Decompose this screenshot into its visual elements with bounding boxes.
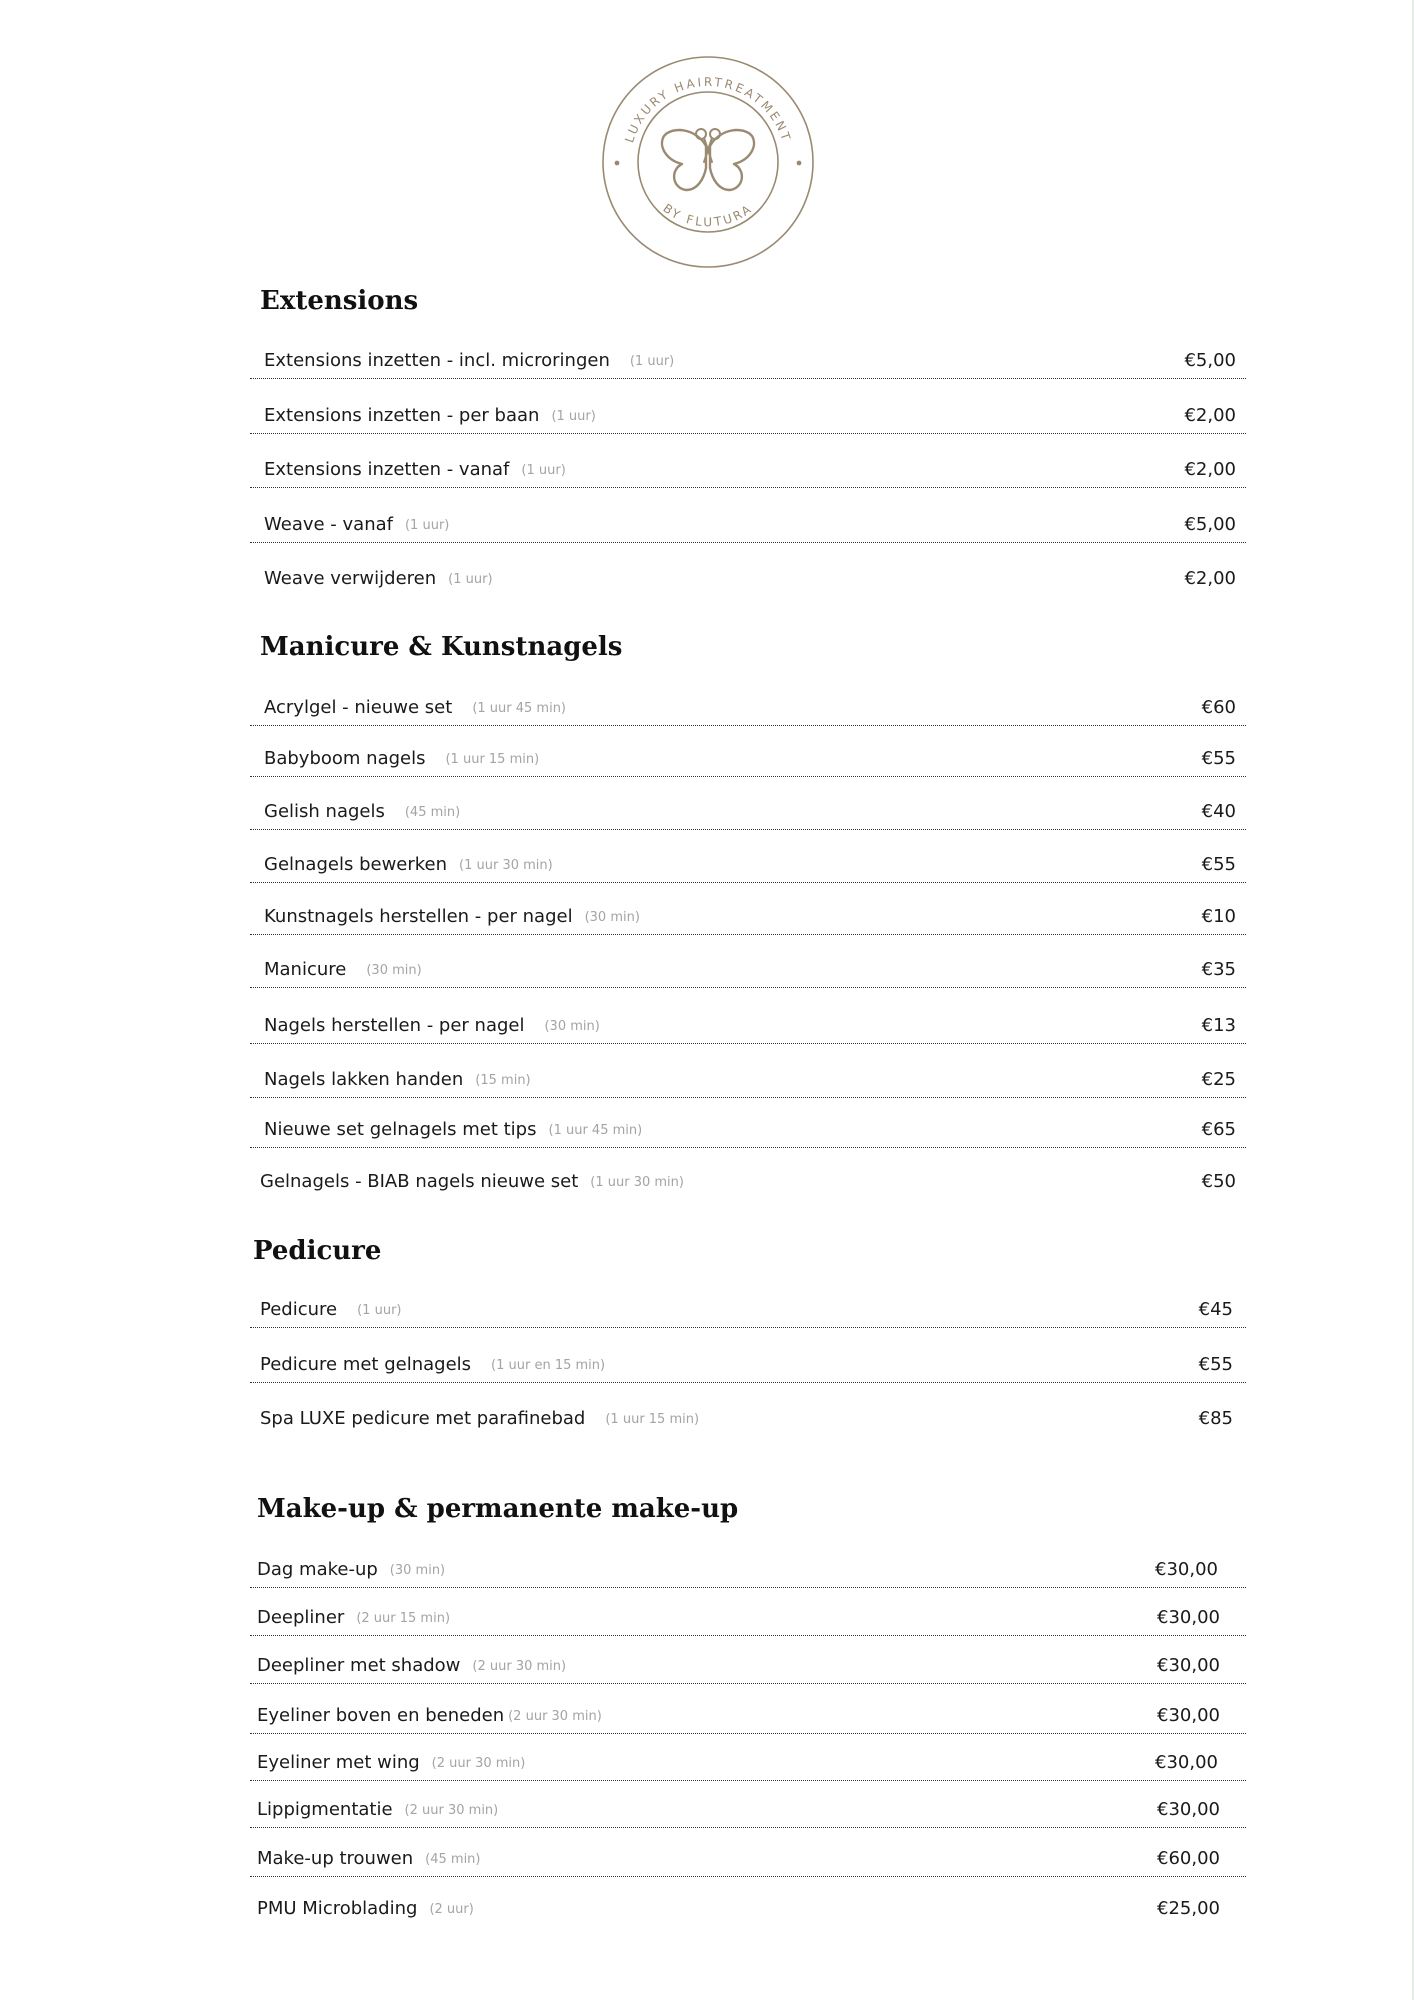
service-row [250, 1297, 1246, 1328]
svg-text:LUXURY HAIRTREATMENT [622, 75, 794, 144]
service-price: €30,00 [1157, 1799, 1220, 1820]
service-duration: (1 uur) [404, 518, 450, 533]
service-row [250, 1169, 1246, 1199]
service-name-cell [260, 1408, 699, 1429]
butterfly-scissors-icon [662, 129, 754, 190]
service-duration: (1 uur 30 min) [590, 1175, 684, 1190]
service-name-cell [257, 1655, 566, 1676]
service-duration: (45 min) [404, 805, 461, 820]
svg-text:BY FLUTURA [660, 201, 755, 229]
service-row [250, 457, 1246, 488]
service-row [250, 957, 1246, 988]
service-duration: (2 uur 30 min) [404, 1803, 499, 1818]
service-name-cell [264, 514, 449, 535]
service-duration: (1 uur 45 min) [472, 701, 567, 716]
section-title-make-up: Make-up & permanente make-up [257, 1494, 739, 1524]
service-price: €13 [1201, 1015, 1236, 1036]
service-name: Deepliner [257, 1607, 345, 1628]
service-duration: (30 min) [366, 963, 422, 978]
service-duration: (30 min) [544, 1019, 600, 1034]
service-duration: (2 uur 30 min) [508, 1709, 602, 1724]
service-row [250, 1557, 1246, 1588]
service-price: €55 [1201, 854, 1236, 875]
service-price: €45 [1198, 1299, 1233, 1320]
service-duration: (1 uur 45 min) [548, 1123, 643, 1138]
service-name-cell [264, 405, 596, 426]
logo-dot-left [615, 161, 620, 166]
service-price: €30,00 [1157, 1655, 1220, 1676]
service-name: Deepliner met shadow [257, 1655, 461, 1676]
service-price: €25,00 [1157, 1898, 1220, 1919]
service-name: Lippigmentatie [257, 1799, 393, 1820]
service-name-cell [260, 1354, 605, 1375]
service-name-cell [260, 1299, 401, 1320]
service-name: Weave verwijderen [264, 568, 437, 589]
service-row [250, 1896, 1246, 1926]
service-name-cell [257, 1898, 474, 1919]
service-name-cell [257, 1559, 445, 1580]
service-price: €2,00 [1184, 405, 1236, 426]
service-name: Kunstnagels herstellen - per nagel [264, 906, 573, 927]
service-price: €5,00 [1184, 514, 1236, 535]
service-name-cell [264, 854, 553, 875]
service-price: €10 [1201, 906, 1236, 927]
logo-dot-right [797, 161, 802, 166]
service-row [250, 1750, 1246, 1781]
service-name-cell [264, 350, 674, 371]
service-row [250, 695, 1246, 726]
service-name-cell [264, 568, 493, 589]
section-title-manicure: Manicure & Kunstnagels [260, 632, 623, 662]
service-row [250, 1067, 1246, 1098]
service-row [250, 1797, 1246, 1828]
service-name: Weave - vanaf [264, 514, 393, 535]
service-name-cell [264, 459, 566, 480]
service-duration: (1 uur 15 min) [605, 1412, 700, 1427]
service-name: Pedicure [260, 1299, 338, 1320]
service-row [250, 1653, 1246, 1684]
service-name: Nagels lakken handen [264, 1069, 464, 1090]
service-name: Dag make-up [257, 1559, 378, 1580]
service-name-cell [260, 1171, 684, 1192]
service-name: Pedicure met gelnagels [260, 1354, 472, 1375]
logo-bottom-text: BY FLUTURA [660, 201, 756, 230]
service-row [250, 1703, 1246, 1734]
section-title-extensions: Extensions [260, 286, 419, 316]
service-name-cell [264, 906, 640, 927]
service-name: PMU Microblading [257, 1898, 418, 1919]
service-name-cell [264, 1119, 642, 1140]
service-row [250, 1605, 1246, 1636]
service-duration: (30 min) [389, 1563, 446, 1578]
service-name: Acrylgel - nieuwe set [264, 697, 453, 718]
service-duration: (2 uur) [429, 1902, 474, 1917]
service-duration: (1 uur) [521, 463, 566, 478]
service-duration: (1 uur en 15 min) [491, 1358, 606, 1373]
service-name: Extensions inzetten - vanaf [264, 459, 510, 480]
service-name-cell [264, 697, 566, 718]
service-name: Gelnagels - BIAB nagels nieuwe set [260, 1171, 579, 1192]
service-price: €50 [1201, 1171, 1236, 1192]
salon-logo [600, 54, 816, 270]
service-row [250, 904, 1246, 935]
service-row [250, 1117, 1246, 1148]
service-name-cell [264, 1015, 600, 1036]
service-name-cell [264, 801, 460, 822]
service-duration: (1 uur) [629, 354, 675, 369]
service-duration: (1 uur) [357, 1303, 402, 1318]
service-duration: (1 uur) [551, 409, 596, 424]
service-price: €40 [1201, 801, 1236, 822]
service-price: €55 [1201, 748, 1236, 769]
service-row [250, 566, 1246, 596]
service-name: Extensions inzetten - per baan [264, 405, 540, 426]
service-name-cell [264, 748, 539, 769]
service-price: €30,00 [1157, 1705, 1220, 1726]
service-name: Babyboom nagels [264, 748, 426, 769]
service-row [250, 403, 1246, 434]
service-row [250, 512, 1246, 543]
service-name: Gelish nagels [264, 801, 385, 822]
service-price: €30,00 [1155, 1559, 1218, 1580]
service-duration: (15 min) [475, 1073, 531, 1088]
service-row [250, 348, 1246, 379]
logo-inner-ring [638, 92, 778, 232]
service-price: €85 [1198, 1408, 1233, 1429]
service-duration: (1 uur 30 min) [459, 858, 553, 873]
service-name: Extensions inzetten - incl. microringen [264, 350, 610, 371]
service-row [250, 1406, 1246, 1436]
service-duration: (1 uur) [448, 572, 493, 587]
service-name-cell [257, 1848, 481, 1869]
service-name: Make-up trouwen [257, 1848, 414, 1869]
service-price: €30,00 [1157, 1607, 1220, 1628]
service-price: €2,00 [1184, 568, 1236, 589]
service-duration: (30 min) [584, 910, 640, 925]
service-price: €60 [1201, 697, 1236, 718]
service-name-cell [257, 1705, 602, 1726]
service-price: €30,00 [1155, 1752, 1218, 1773]
service-price: €35 [1201, 959, 1236, 980]
service-name: Gelnagels bewerken [264, 854, 448, 875]
section-title-pedicure: Pedicure [253, 1236, 382, 1266]
service-duration: (45 min) [425, 1852, 481, 1867]
service-price: €2,00 [1184, 459, 1236, 480]
service-duration: (2 uur 15 min) [356, 1611, 451, 1626]
service-row [250, 1846, 1246, 1877]
service-price: €25 [1201, 1069, 1236, 1090]
service-name-cell [264, 1069, 531, 1090]
service-row [250, 746, 1246, 777]
service-name: Nieuwe set gelnagels met tips [264, 1119, 537, 1140]
logo-top-text: LUXURY HAIRTREATMENT [622, 74, 794, 145]
service-price: €65 [1201, 1119, 1236, 1140]
service-name: Eyeliner met wing [257, 1752, 420, 1773]
service-name-cell [257, 1752, 525, 1773]
service-name: Eyeliner boven en beneden [257, 1705, 505, 1726]
service-price: €55 [1198, 1354, 1233, 1375]
service-price: €60,00 [1157, 1848, 1220, 1869]
service-name: Spa LUXE pedicure met parafinebad [260, 1408, 586, 1429]
service-duration: (2 uur 30 min) [431, 1756, 526, 1771]
service-row [250, 852, 1246, 883]
service-name-cell [257, 1799, 498, 1820]
service-row [250, 1352, 1246, 1383]
service-duration: (2 uur 30 min) [472, 1659, 567, 1674]
service-name: Manicure [264, 959, 347, 980]
service-name-cell [257, 1607, 450, 1628]
service-duration: (1 uur 15 min) [445, 752, 540, 767]
service-row [250, 799, 1246, 830]
service-name-cell [264, 959, 422, 980]
salon-logo-seal [600, 54, 816, 270]
service-price: €5,00 [1184, 350, 1236, 371]
service-row [250, 1013, 1246, 1044]
service-name: Nagels herstellen - per nagel [264, 1015, 525, 1036]
